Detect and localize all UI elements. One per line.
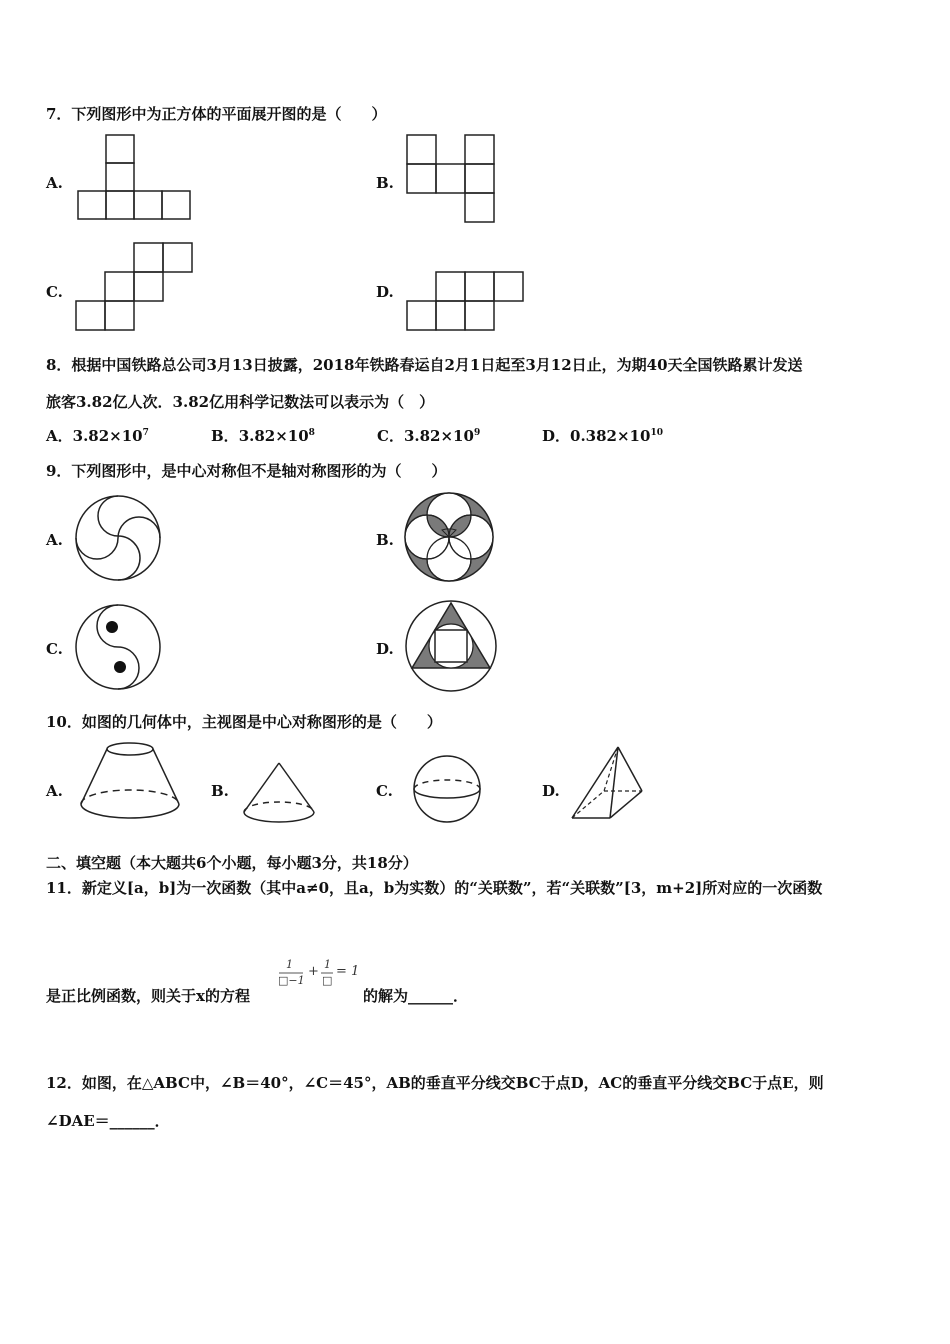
q7-stem: 7．下列图形中为正方体的平面展开图的是（ ） (46, 105, 387, 123)
q9-option-b-label: B. (376, 531, 394, 549)
q11-eq-num2: 1 (324, 958, 331, 971)
q12-line1: 12．如图，在△ABC中，∠B＝40°，∠C＝45°，AB的垂直平分线交BC于点D，AC的垂直平分线交BC于点E，则 (46, 1074, 824, 1092)
q11-line1: 11．新定义[a，b]为一次函数（其中a≠0，且a，b为实数）的“关联数”，若“关联数”[3，m+2]所对应的一次函数 (46, 879, 823, 897)
q9-figure-c (72, 600, 164, 694)
q8-option-a: A．$3.82\times 10^7$ (46, 427, 149, 445)
q8-option-b: B．$3.82\times 10^8$ (211, 427, 315, 445)
q9-option-a-label: A. (46, 531, 63, 549)
q10-option-b-label: B. (211, 782, 229, 800)
q9-figure-a (72, 492, 164, 584)
q8-stem-line1: 8．根据中国铁路总公司3月13日披露，2018年铁路春运自2月1日起至3月12日止，为期40天全国铁路累计发送 (46, 356, 803, 374)
q9-option-d-label: D. (376, 640, 394, 658)
q11-eq-den2: □ (322, 974, 333, 987)
q8-option-d: D．$0.382\times 10^{10}$ (542, 427, 663, 445)
q10-frustum (78, 740, 182, 826)
q10-cone (241, 760, 317, 826)
q7-option-c-label: C. (46, 283, 63, 301)
q7-net-a (74, 132, 194, 224)
q8-option-c: C．$3.82\times 10^9$ (377, 427, 481, 445)
q11-equation (278, 958, 364, 994)
q10-option-d-label: D. (542, 782, 560, 800)
q9-figure-b (402, 490, 496, 584)
q7-option-a-label: A. (46, 174, 63, 192)
q11-eq-rhs: = 1 (336, 964, 360, 979)
q11-eq-num1: 1 (286, 958, 293, 971)
q7-net-b (403, 132, 498, 224)
q10-stem: 10．如图的几何体中，主视图是中心对称图形的是（ ） (46, 713, 442, 731)
q8-stem-line2: 旅客3.82亿人次．3.82亿用科学记数法可以表示为（ ） (46, 393, 435, 411)
q11-line2-pre: 是正比例函数，则关于x的方程 (46, 987, 250, 1005)
q10-pyramid (568, 744, 646, 822)
q10-sphere (410, 752, 484, 826)
q11-line2-post: 的解为______． (363, 987, 469, 1005)
q9-stem: 9．下列图形中，是中心对称但不是轴对称图形的为（ ） (46, 462, 447, 480)
q7-option-d-label: D. (376, 283, 394, 301)
q7-net-c (74, 240, 196, 334)
q11-eq-den1: □−1 (278, 974, 305, 987)
q10-option-c-label: C. (376, 782, 393, 800)
q10-option-a-label: A. (46, 782, 63, 800)
q12-line2: ∠DAE＝______． (46, 1112, 170, 1130)
q7-option-b-label: B. (376, 174, 394, 192)
q9-option-c-label: C. (46, 640, 63, 658)
section-2-title: 二、填空题（本大题共6个小题，每小题3分，共18分） (46, 854, 418, 872)
q9-figure-d (403, 598, 499, 694)
q7-net-d (403, 269, 527, 333)
q11-eq-plus: + (308, 964, 319, 979)
